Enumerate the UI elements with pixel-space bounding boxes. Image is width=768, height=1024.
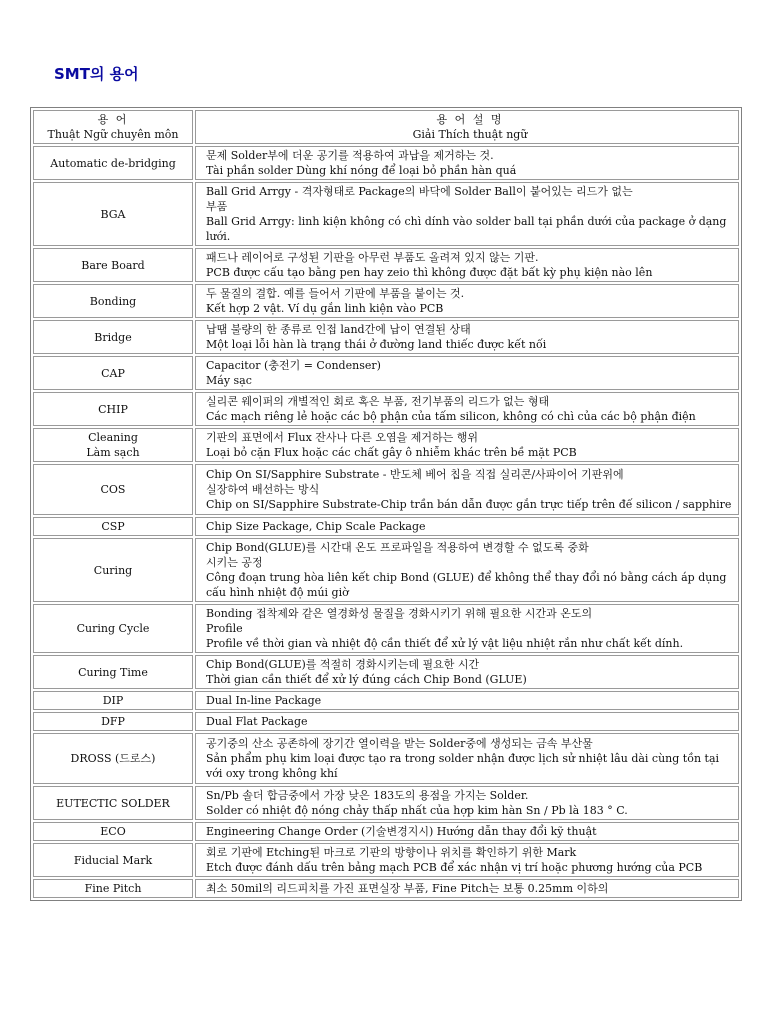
term-text: DROSS (드로스) (70, 752, 156, 765)
description-text: 공기중의 산소 공존하에 장기간 열이력을 받는 Solder중에 생성되는 금속 부산물 (206, 737, 593, 750)
description-text: Etch được đánh dấu trên bảng mạch PCB để xác nhận vị trí hoặc phương hướng của PCB (206, 861, 703, 874)
page-title: SMT의 용어 (54, 65, 139, 83)
table-row (33, 320, 739, 354)
description-column-header (195, 110, 739, 144)
description-text: Chip On SI/Sapphire Substrate - 반도체 베어 칩을 직접 실리콘/사파이어 기판위에 (206, 468, 624, 481)
description-text: 시키는 공정 (206, 556, 263, 569)
description-text: Dual In-line Package (206, 694, 322, 707)
term-text: Fine Pitch (84, 882, 142, 895)
term-text: Cleaning (88, 431, 138, 444)
table-row (33, 428, 739, 462)
term-text: CSP (101, 520, 125, 533)
term-text: Automatic de-bridging (50, 156, 176, 170)
description-text: Chip Bond(GLUE)를 적절히 경화시키는데 필요한 시간 (206, 658, 480, 671)
term-text: Bonding (89, 294, 137, 308)
description-text: Thời gian cần thiết để xử lý đúng cách Chip Bond (GLUE) (206, 673, 527, 686)
description-text: 최소 50mil의 리드피치를 가진 표면실장 부품, Fine Pitch는 보통 0.25mm 이하의 (206, 882, 609, 895)
term-text: DIP (102, 694, 124, 707)
description-cell (195, 428, 739, 462)
term-cell (33, 538, 193, 602)
description-text: Các mạch riêng lẻ hoặc các bộ phận của tấm silicon, không có chì của các bộ phận điện (206, 410, 696, 423)
description-text: Chip Bond(GLUE)를 시간대 온도 프로파일을 적용하여 변경할 수 없도록 중화 (206, 541, 589, 554)
term-text: Curing Cycle (76, 622, 150, 635)
term-text: DFP (101, 715, 125, 728)
table-row (33, 604, 739, 653)
description-text: Ball Grid Arrgy - 격자형태로 Package의 바닥에 Solder Ball이 붙어있는 리드가 없는 (206, 185, 633, 198)
table-row (33, 517, 739, 536)
term-cell (33, 843, 193, 877)
description-text: Engineering Change Order (기술변경지시) Hướng dẫn thay đổi kỹ thuật (206, 825, 597, 838)
description-text: Bonding 접착제와 같은 열경화성 물질을 경화시키기 위해 필요한 시간과 온도의 (206, 607, 593, 620)
description-cell (195, 691, 739, 710)
term-text: COS (100, 483, 126, 496)
table-row (33, 284, 739, 318)
description-cell (195, 879, 739, 898)
term-text: Curing (93, 563, 133, 577)
description-text: Profile về thời gian và nhiệt độ cần thiết để xử lý vật liệu nhiệt rắn như chất kết dính. (206, 637, 684, 650)
description-cell (195, 464, 739, 515)
term-header-vi: Thuật Ngữ chuyên môn (47, 128, 179, 141)
term-text: Fiducial Mark (73, 853, 153, 867)
glossary-table (30, 107, 742, 901)
description-text: Tài phần solder Dùng khí nóng để loại bỏ phần hàn quá (206, 164, 517, 177)
description-cell (195, 146, 739, 180)
description-cell (195, 538, 739, 602)
description-text: Capacitor (충전기 = Condenser) (206, 359, 381, 372)
description-header-ko: 용 어 설 명 (436, 113, 504, 126)
term-text: Bridge (94, 330, 132, 344)
description-text: Dual Flat Package (206, 715, 308, 728)
term-text: EUTECTIC SOLDER (56, 796, 170, 810)
term-text: ECO (100, 825, 126, 838)
description-text: Profile (206, 622, 243, 635)
description-text: Chip Size Package, Chip Scale Package (206, 520, 426, 533)
description-text: Công đoạn trung hòa liên kết chip Bond (GLUE) để không thể thay đổi nó bằng cách áp dụng cấu hình nhiệt độ múi giờ (206, 571, 727, 599)
term-cell (33, 517, 193, 536)
description-text: 실장하여 배선하는 방식 (206, 483, 320, 496)
description-text: Solder có nhiệt độ nóng chảy thấp nhất của hợp kim hàn Sn / Pb là 183 ° C. (206, 804, 628, 817)
description-text: 납땜 불량의 한 종류로 인접 land간에 납이 연결된 상태 (206, 323, 471, 336)
table-header-row (33, 110, 739, 144)
table-row (33, 843, 739, 877)
description-text: PCB được cấu tạo bằng pen hay zeio thì không được đặt bất kỳ phụ kiện nào lên (206, 266, 653, 279)
term-text: CAP (101, 366, 125, 380)
table-row (33, 712, 739, 731)
description-cell (195, 655, 739, 689)
glossary-rows (33, 146, 739, 898)
term-cell (33, 655, 193, 689)
description-cell (195, 733, 739, 784)
table-row (33, 655, 739, 689)
table-row (33, 182, 739, 246)
description-text: Chip on SI/Sapphire Substrate-Chip trần bán dẫn được gắn trực tiếp trên đế silicon / sapphire (206, 498, 732, 511)
description-text: Sản phẩm phụ kim loại được tạo ra trong solder nhận được lịch sử nhiệt lâu dài cùng tồn tại với oxy trong không khí (206, 752, 720, 780)
term-cell (33, 712, 193, 731)
term-text: Curing Time (78, 665, 148, 679)
description-text: Loại bỏ cặn Flux hoặc các chất gây ô nhiễm khác trên bề mặt PCB (206, 446, 577, 459)
description-cell (195, 786, 739, 820)
description-cell (195, 517, 739, 536)
term-cell (33, 320, 193, 354)
table-row (33, 248, 739, 282)
table-row (33, 822, 739, 841)
description-cell (195, 392, 739, 426)
term-cell (33, 604, 193, 653)
description-header-vi: Giải Thích thuật ngữ (412, 128, 528, 141)
table-row (33, 733, 739, 784)
description-text: 패드나 레이어로 구성된 기판을 아무런 부품도 올려져 있지 않는 기판. (206, 251, 539, 264)
term-text: Bare Board (81, 258, 145, 272)
term-text: BGA (100, 207, 126, 221)
table-row (33, 146, 739, 180)
description-cell (195, 284, 739, 318)
table-row (33, 879, 739, 898)
description-text: Kết hợp 2 vật. Ví dụ gắn linh kiện vào PCB (206, 302, 444, 315)
description-text: Sn/Pb 솔더 합금중에서 가장 낮은 183도의 용점을 가지는 Solder. (206, 789, 529, 802)
term-cell (33, 182, 193, 246)
term-cell (33, 428, 193, 462)
term-text: Làm sạch (86, 446, 140, 459)
term-cell (33, 879, 193, 898)
description-text: 두 물질의 결합. 예를 들어서 기판에 부품을 붙이는 것. (206, 287, 465, 300)
table-row (33, 786, 739, 820)
table-row (33, 464, 739, 515)
term-cell (33, 284, 193, 318)
term-cell (33, 464, 193, 515)
term-cell (33, 786, 193, 820)
term-cell (33, 248, 193, 282)
description-cell (195, 822, 739, 841)
description-text: 문제 Solder부에 더운 공기를 적용하여 과납을 제거하는 것. (206, 149, 494, 162)
description-text: 기판의 표면에서 Flux 잔사나 다른 오염을 제거하는 행위 (206, 431, 479, 444)
term-cell (33, 356, 193, 390)
table-row (33, 356, 739, 390)
term-cell (33, 733, 193, 784)
table-row (33, 538, 739, 602)
description-cell (195, 712, 739, 731)
description-cell (195, 182, 739, 246)
description-cell (195, 604, 739, 653)
description-cell (195, 356, 739, 390)
term-text: CHIP (98, 402, 128, 416)
term-cell (33, 146, 193, 180)
description-text: 부품 (206, 200, 228, 213)
table-row (33, 392, 739, 426)
description-cell (195, 843, 739, 877)
description-text: 실리콘 웨이퍼의 개별적인 회로 혹은 부품, 전기부품의 리드가 없는 형태 (206, 395, 550, 408)
term-header-ko: 용 어 (97, 113, 129, 126)
description-text: 회로 기판에 Etching된 마크로 기판의 방향이나 위치를 확인하기 위한 Mark (206, 846, 577, 859)
term-cell (33, 822, 193, 841)
description-text: Một loại lỗi hàn là trạng thái ở đường land thiếc được kết nối (206, 338, 547, 351)
description-text: Ball Grid Arrgy: linh kiện không có chì dính vào solder ball tại phần dưới của package ở dạng lưới. (206, 215, 727, 243)
table-row (33, 691, 739, 710)
term-cell (33, 691, 193, 710)
term-cell (33, 392, 193, 426)
description-cell (195, 320, 739, 354)
description-cell (195, 248, 739, 282)
term-column-header (33, 110, 193, 144)
description-text: Máy sạc (206, 374, 252, 387)
